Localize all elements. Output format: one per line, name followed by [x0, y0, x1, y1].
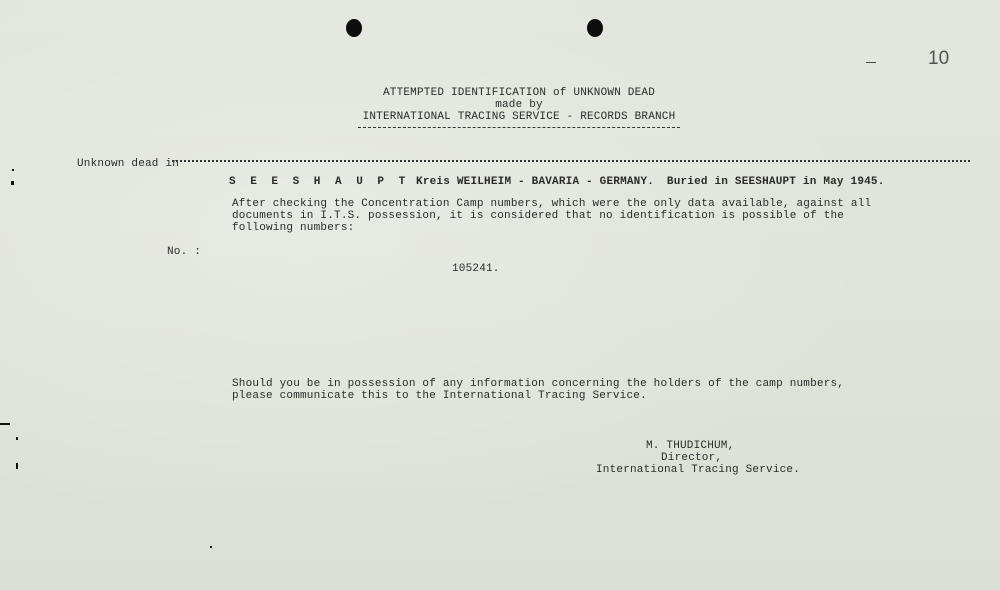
body-line-2: documents in I.T.S. possession, it is considered that no identification is possible of the [232, 210, 845, 222]
margin-speck [12, 169, 14, 171]
location-town: S E E S H A U P T [229, 176, 410, 188]
header-underline [358, 127, 680, 128]
margin-speck [210, 546, 212, 548]
signature-title: Director, [661, 452, 723, 464]
unknown-dead-label: Unknown dead in [77, 158, 180, 170]
punch-hole-left [346, 19, 362, 37]
document-title: ATTEMPTED IDENTIFICATION of UNKNOWN DEAD [382, 87, 656, 99]
punch-hole-right [587, 19, 603, 37]
numbers-label: No. : [167, 246, 202, 258]
camp-number: 105241. [452, 263, 500, 275]
signature-org: International Tracing Service. [596, 464, 801, 476]
document-subtitle: made by [495, 99, 543, 111]
location-details: Kreis WEILHEIM - BAVARIA - GERMANY. [416, 176, 655, 188]
page-number-dash [866, 62, 876, 63]
closing-line-2: please communicate this to the International Tracing Service. [232, 390, 647, 402]
body-line-3: following numbers: [232, 222, 355, 234]
location-line [229, 176, 885, 189]
margin-speck [11, 181, 14, 185]
document-org: INTERNATIONAL TRACING SERVICE - RECORDS BRANCH [362, 111, 676, 123]
closing-line-1: Should you be in possession of any information concerning the holders of the camp numbers, [232, 378, 845, 390]
burial-info: Buried in SEESHAUPT in May 1945. [666, 176, 885, 188]
signature-name: M. THUDICHUM, [646, 440, 735, 452]
margin-speck [16, 437, 18, 440]
body-line-1: After checking the Concentration Camp numbers, which were the only data available, against all [232, 198, 872, 210]
margin-mark [0, 423, 10, 425]
margin-speck [16, 463, 18, 469]
page-number: 10 [928, 48, 950, 69]
dotted-leader [172, 160, 970, 162]
